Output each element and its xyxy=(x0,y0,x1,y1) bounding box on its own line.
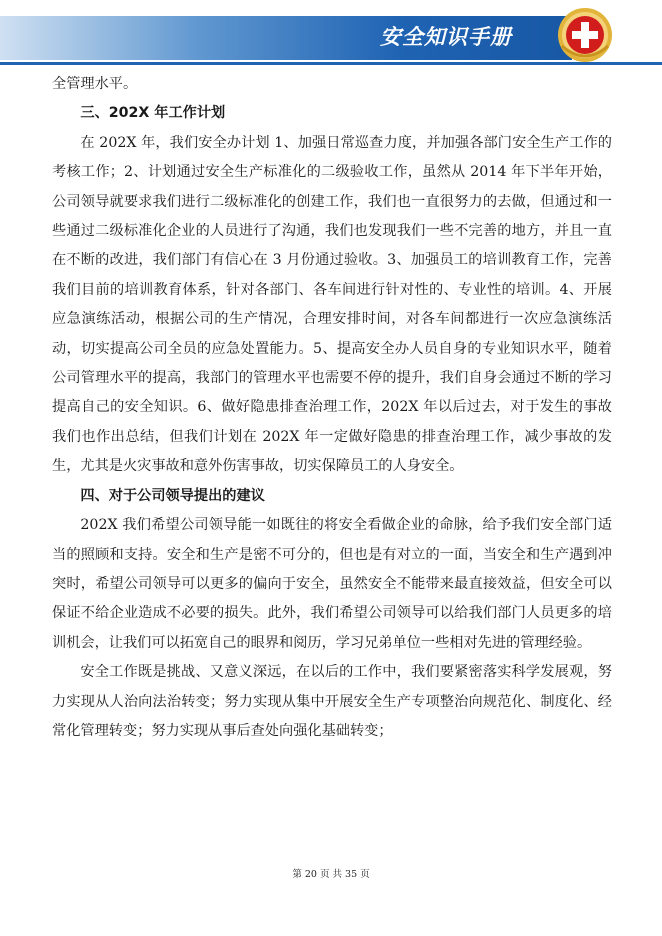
page-number: 第 20 页 共 35 页 xyxy=(292,869,370,880)
document-body xyxy=(52,70,612,746)
header-title: 安全知识手册 xyxy=(380,25,512,49)
paragraph-continuation: 全管理水平。 xyxy=(52,76,138,92)
paragraph-closing: 安全工作既是挑战、又意义深远，在以后的工作中，我们要紧密落实科学发展观，努力实现从人治向法治转变；努力实现从集中开展安全生产专项整治向规范化、制度化、经常化管理转变；努力实现从事后查处向强化基础转变； xyxy=(52,664,612,739)
section-heading-4: 四、对于公司领导提出的建议 xyxy=(80,487,265,504)
paragraph-suggestions: 202X 我们希望公司领导能一如既往的将安全看做企业的命脉，给予我们安全部门适当的照顾和支持。安全和生产是密不可分的，但也是有对立的一面，当安全和生产遇到冲突时，希望公司领导可以更多的偏向于安全，虽然安全不能带来最直接效益，但安全可以保证不给企业造成不必要的损失。此外，我们希望公司领导可以给我们部门人员更多的培训机会，让我们可以拓宽自己的眼界和阅历，学习兄弟单位一些相对先进的管理经验。 xyxy=(52,517,612,651)
safety-emblem-icon xyxy=(556,6,614,64)
paragraph-work-plan: 在 202X 年，我们安全办计划 1、加强日常巡查力度，并加强各部门安全生产工作的考核工作；2、计划通过安全生产标准化的二级验收工作，虽然从 2014 年下半年开始，公司领导就要求我们进行二级标准化的创建工作，我们也一直很努力的去做，但通过和一些通过二级标准化企业的人员进行了沟通，我们也发现我们一些不完善的地方，并且一直在不断的改进，我们部门有信心在 3 月份通过验收。3、加强员工的培训教育工作，完善我们目前的培训教育体系，针对各部门、各车间进行针对性的、专业性的培训。4、开展应急演练活动，根据公司的生产情况，合理安排时间，对各车间都进行一次应急演练活动，切实提高公司全员的应急处置能力。5、提高安全办人员自身的专业知识水平，随着公司管理水平的提高，我部门的管理水平也需要不停的提升，我们自身会通过不断的学习提高自己的安全知识。6、做好隐患排查治理工作，202X 年以后过去，对于发生的事故我们也作出总结，但我们计划在 202X 年一定做好隐患的排查治理工作，减少事故的发生，尤其是火灾事故和意外伤害事故，切实保障员工的人身安全。 xyxy=(52,134,612,475)
section-heading-3: 三、202X 年工作计划 xyxy=(80,105,226,122)
